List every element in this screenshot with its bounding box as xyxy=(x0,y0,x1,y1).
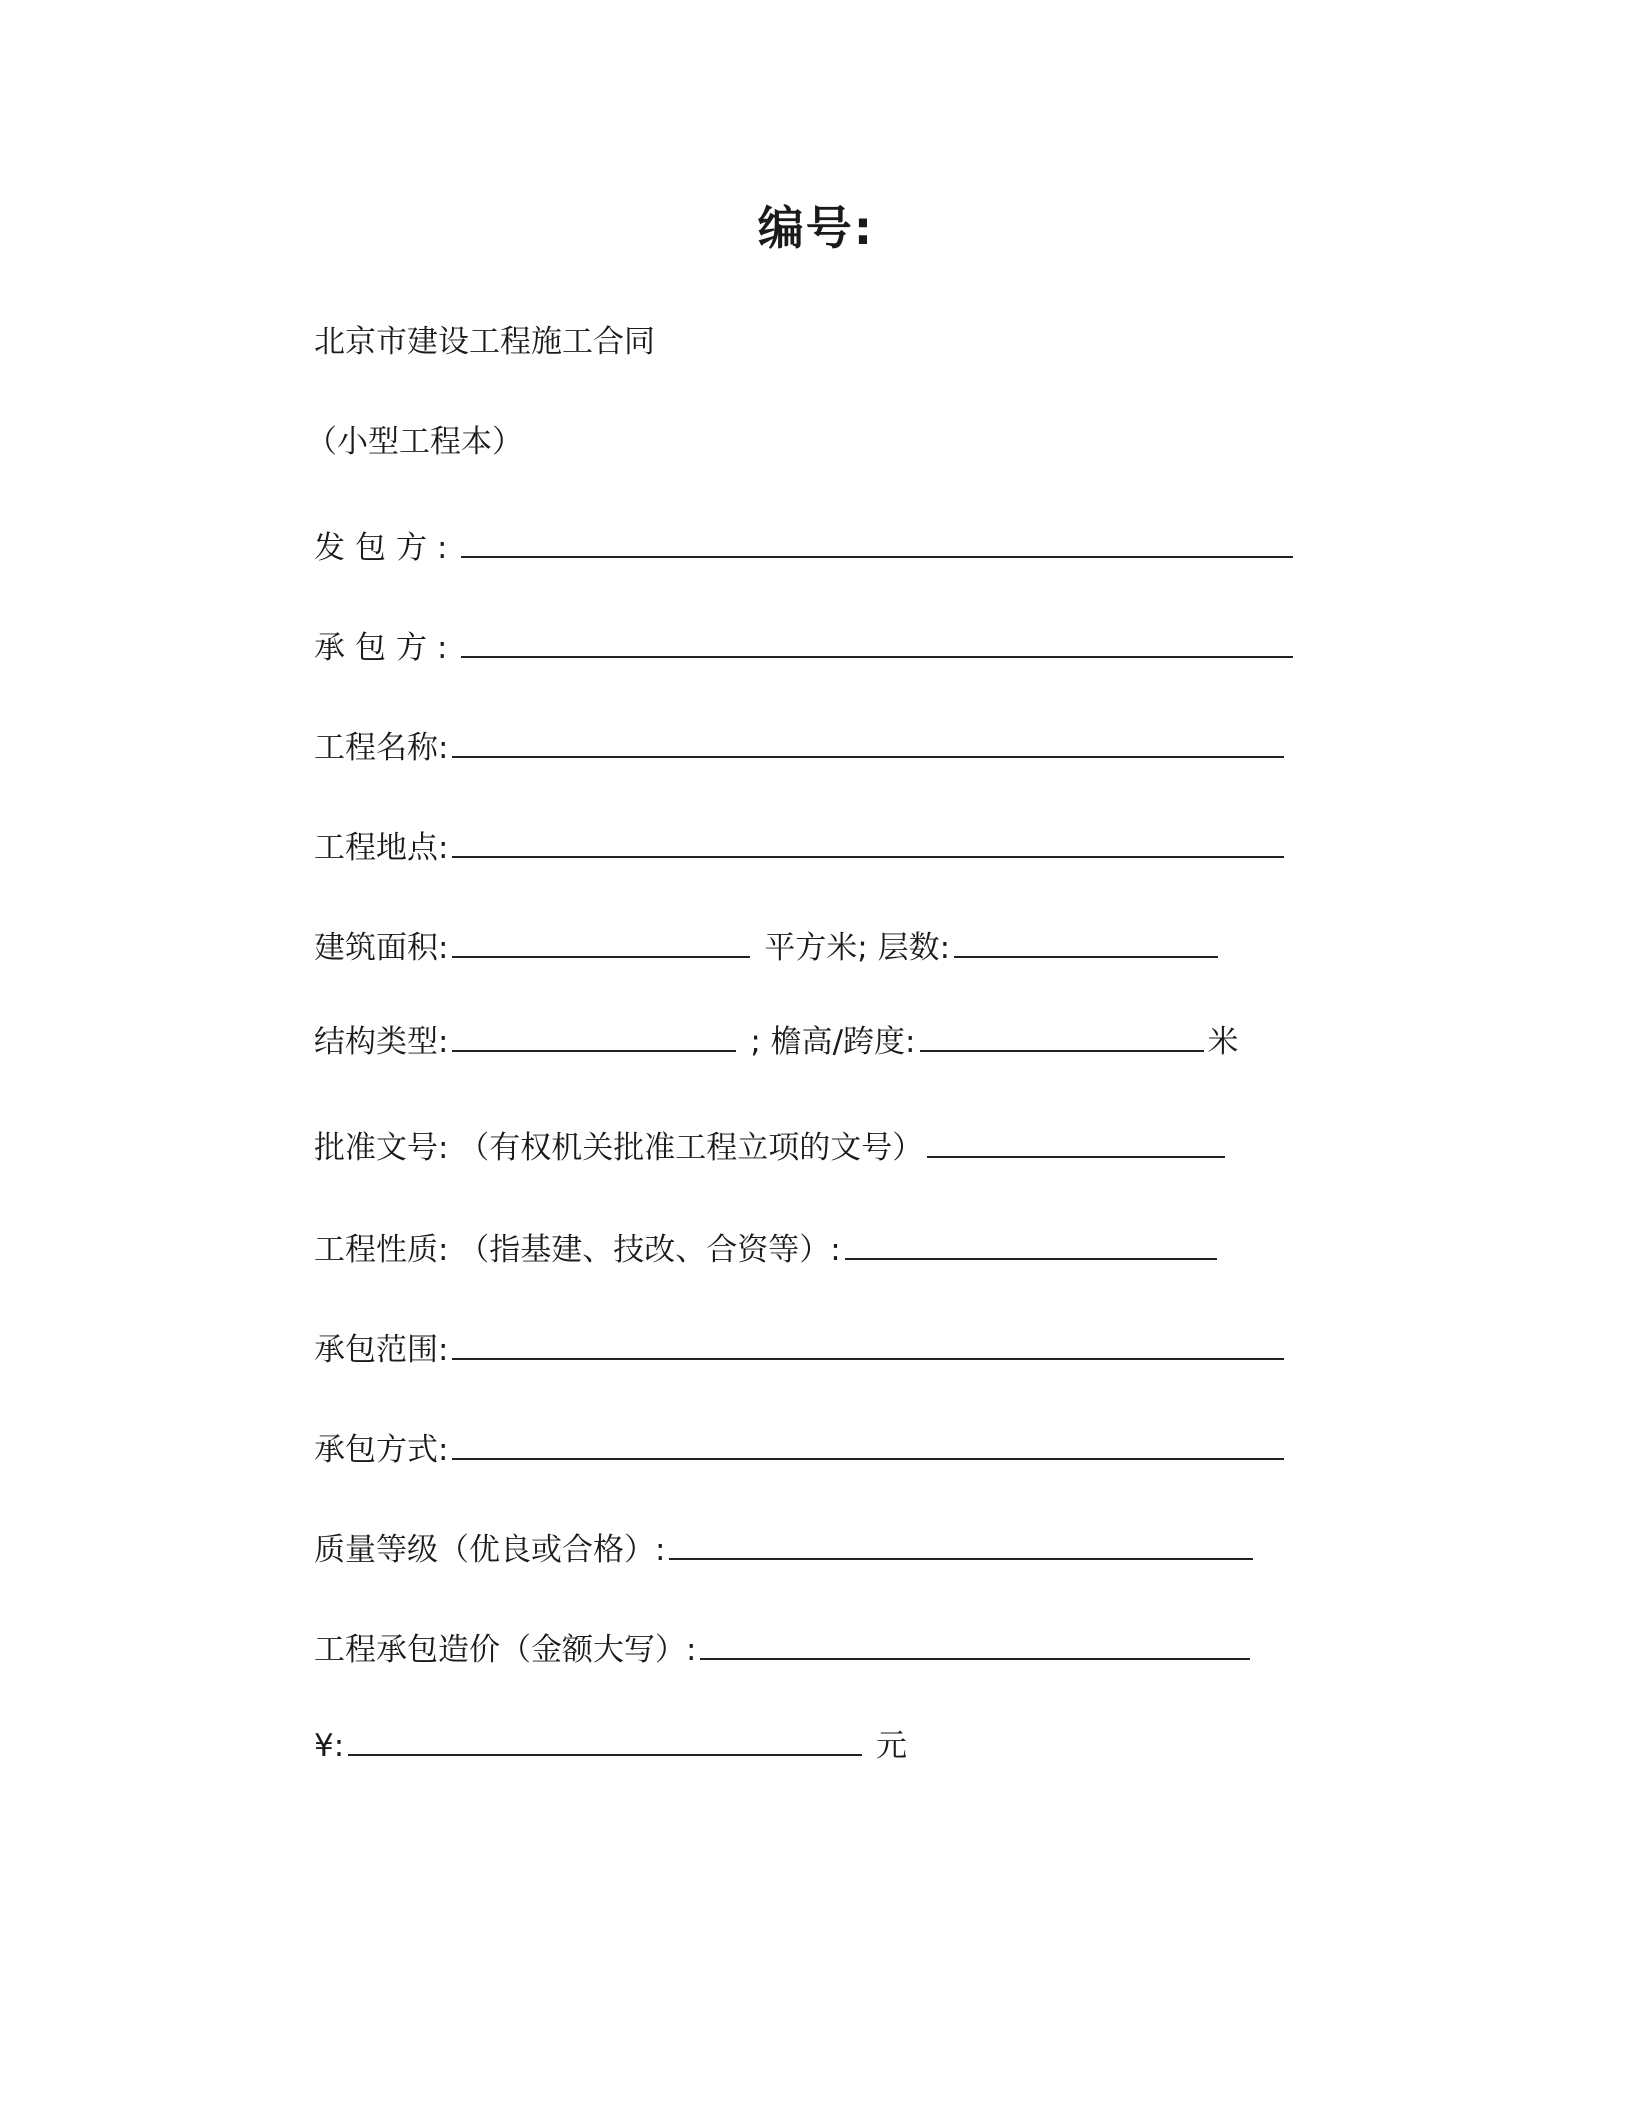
project-nature-row xyxy=(314,1230,1221,1270)
price-figure-unit: 元 xyxy=(876,1728,908,1764)
contractor-label: 承包方: xyxy=(314,630,458,666)
eave-height-unit: 米 xyxy=(1207,1024,1239,1060)
contract-method-blank[interactable] xyxy=(452,1430,1284,1460)
floor-area-label: 建筑面积: xyxy=(314,930,449,966)
contract-title: 北京市建设工程施工合同 xyxy=(314,324,655,360)
price-figure-label: ¥: xyxy=(314,1728,345,1764)
structure-type-label: 结构类型: xyxy=(314,1024,449,1060)
contract-method-row xyxy=(314,1430,1288,1470)
structure-type-row xyxy=(314,1022,1239,1062)
project-nature-label: 工程性质: （指基建、技改、合资等）: xyxy=(314,1232,841,1268)
contract-scope-row xyxy=(314,1330,1288,1370)
contractor-blank[interactable] xyxy=(461,628,1293,658)
floor-area-blank[interactable] xyxy=(452,928,750,958)
project-name-label: 工程名称: xyxy=(314,730,449,766)
contract-price-label: 工程承包造价（金额大写）: xyxy=(314,1632,697,1668)
floors-label: 层数: xyxy=(877,930,951,966)
contract-price-blank[interactable] xyxy=(700,1630,1250,1660)
quality-grade-row xyxy=(314,1530,1257,1570)
eave-height-label: ; 檐高/跨度: xyxy=(750,1024,916,1060)
project-location-row xyxy=(314,828,1288,868)
approval-no-blank[interactable] xyxy=(927,1128,1225,1158)
contract-method-label: 承包方式: xyxy=(314,1432,449,1468)
doc-number-label: 编号: xyxy=(757,201,875,255)
employer-row xyxy=(314,528,1297,568)
structure-type-blank[interactable] xyxy=(452,1022,736,1052)
project-name-row xyxy=(314,728,1288,768)
approval-no-label: 批准文号: （有权机关批准工程立项的文号） xyxy=(314,1130,924,1166)
approval-no-row xyxy=(314,1128,1229,1168)
quality-grade-label: 质量等级（优良或合格）: xyxy=(314,1532,666,1568)
project-location-label: 工程地点: xyxy=(314,830,449,866)
contract-price-row xyxy=(314,1630,1254,1670)
employer-blank[interactable] xyxy=(461,528,1293,558)
price-figure-row xyxy=(314,1726,907,1766)
contract-edition: （小型工程本） xyxy=(306,424,523,460)
project-location-blank[interactable] xyxy=(452,828,1284,858)
price-figure-blank[interactable] xyxy=(348,1726,862,1756)
project-name-blank[interactable] xyxy=(452,728,1284,758)
employer-label: 发包方: xyxy=(314,530,458,566)
floor-area-unit: 平方米; xyxy=(764,930,868,966)
floor-area-row xyxy=(314,928,1222,968)
floors-blank[interactable] xyxy=(954,928,1218,958)
contractor-row xyxy=(314,628,1297,668)
quality-grade-blank[interactable] xyxy=(669,1530,1253,1560)
project-nature-blank[interactable] xyxy=(845,1230,1217,1260)
contract-scope-label: 承包范围: xyxy=(314,1332,449,1368)
eave-height-blank[interactable] xyxy=(920,1022,1204,1052)
contract-scope-blank[interactable] xyxy=(452,1330,1284,1360)
